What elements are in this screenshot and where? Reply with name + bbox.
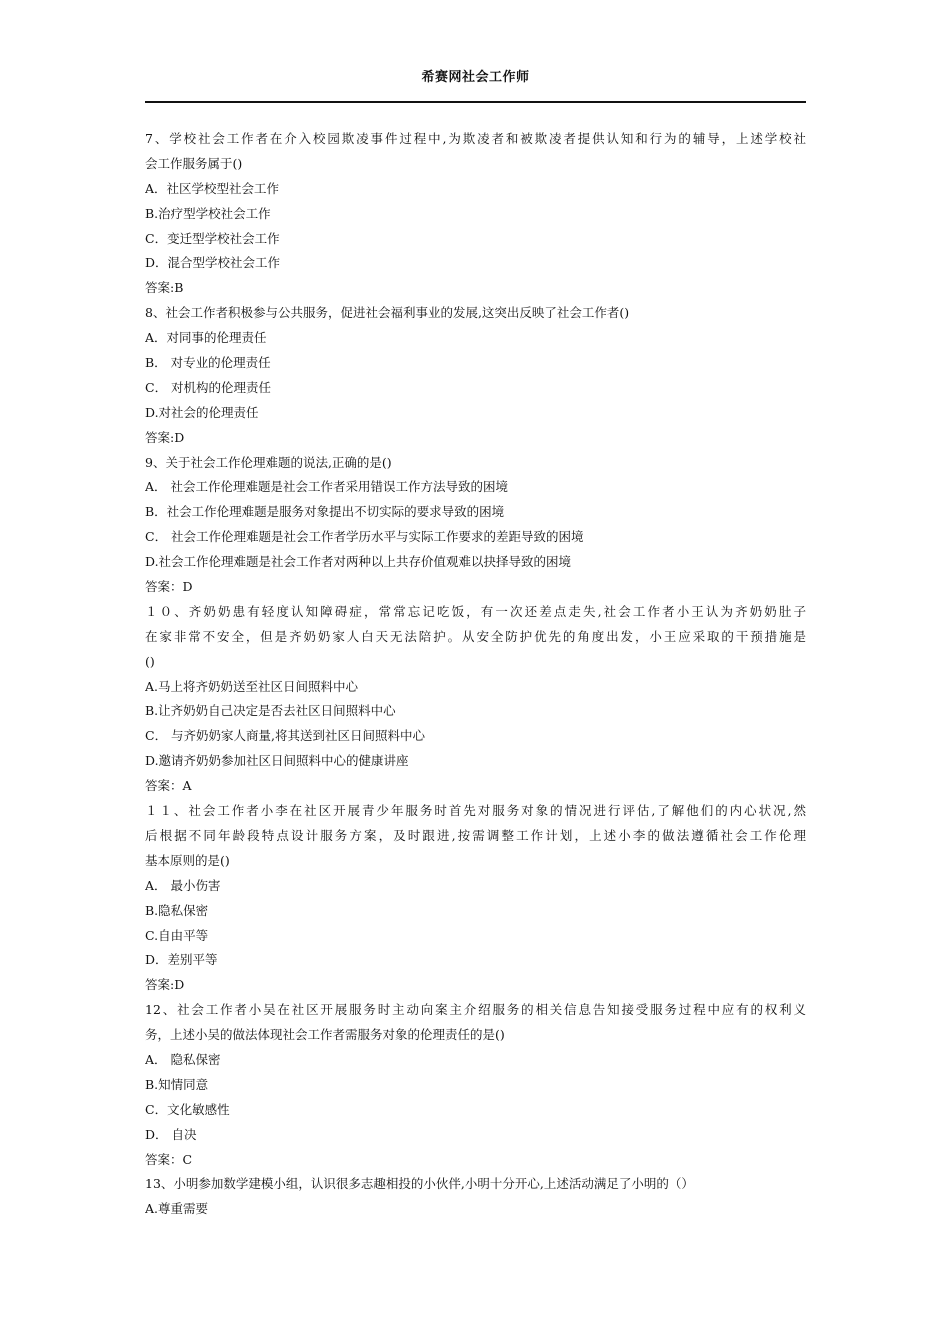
q9-option-b: B．社会工作伦理难题是服务对象提出不切实际的要求导致的困境 — [145, 504, 505, 520]
q12-option-a: A． 隐私保密 — [145, 1051, 221, 1067]
q9-option-c: C． 社会工作伦理难题是社会工作者学历水平与实际工作要求的差距导致的困境 — [145, 529, 584, 545]
q8-option-c: C． 对机构的伦理责任 — [145, 379, 272, 395]
q7-text-line-2: 会工作服务属于() — [145, 155, 243, 171]
q7-option-d: D．混合型学校社会工作 — [145, 255, 281, 271]
q10-text-line-2: 在家非常不安全，但是齐奶奶家人白天无法陪护。从安全防护优先的角度出发，小王应采取的干预措施是 — [145, 628, 806, 644]
q9-text-line-1: 9、关于社会工作伦理难题的说法,正确的是() — [145, 454, 392, 470]
q12-option-d: D． 自决 — [145, 1126, 197, 1142]
q11-option-b: B.隐私保密 — [145, 902, 209, 918]
q9-answer: 答案：D — [145, 579, 193, 595]
q12-answer: 答案：C — [145, 1151, 193, 1167]
q10-text-line-3: () — [145, 653, 155, 669]
q7-answer: 答案:B — [145, 280, 184, 296]
q10-option-c: C． 与齐奶奶家人商量,将其送到社区日间照料中心 — [145, 728, 426, 744]
q12-option-b: B.知情同意 — [145, 1076, 209, 1092]
q11-text-line-1: １１、社会工作者小李在社区开展青少年服务时首先对服务对象的情况进行评估,了解他们的内心状况,然 — [145, 803, 806, 819]
q8-text-line-1: 8、社会工作者积极参与公共服务，促进社会福利事业的发展,这突出反映了社会工作者() — [145, 305, 630, 321]
q11-option-a: A． 最小伤害 — [145, 877, 221, 893]
q13-text-line-1: 13、小明参加数学建模小组，认识很多志趣相投的小伙伴,小明十分开心,上述活动满足了小明的（） — [145, 1176, 694, 1192]
q11-text-line-2: 后根据不同年龄段特点设计服务方案，及时跟进,按需调整工作计划，上述小李的做法遵循社会工作伦理 — [145, 827, 806, 843]
q13-option-a: A.尊重需要 — [145, 1201, 209, 1217]
q11-option-d: D．差别平等 — [145, 952, 218, 968]
q12-option-c: C．文化敏感性 — [145, 1101, 230, 1117]
q8-option-b: B． 对专业的伦理责任 — [145, 355, 271, 371]
q7-text-line-1: 7、学校社会工作者在介入校园欺凌事件过程中,为欺凌者和被欺凌者提供认知和行为的辅导，上述学校社 — [145, 131, 806, 146]
page-header-title: 希赛网社会工作师 — [421, 70, 530, 85]
question-content — [145, 127, 806, 1222]
q11-option-c: C.自由平等 — [145, 927, 209, 943]
q10-option-b: B.让齐奶奶自己决定是否去社区日间照料中心 — [145, 703, 396, 719]
q11-answer: 答案:D — [145, 977, 185, 993]
q10-option-d: D.邀请齐奶奶参加社区日间照料中心的健康讲座 — [145, 753, 409, 769]
q8-option-a: A．对同事的伦理责任 — [145, 330, 267, 346]
q10-text-line-1: １０、齐奶奶患有轻度认知障碍症，常常忘记吃饭，有一次还差点走失,社会工作者小王认为齐奶奶肚子 — [145, 603, 806, 619]
q8-answer: 答案:D — [145, 429, 185, 445]
q8-option-d: D.对社会的伦理责任 — [145, 404, 259, 420]
q10-option-a: A.马上将齐奶奶送至社区日间照料中心 — [145, 678, 359, 694]
q7-option-a: A．社区学校型社会工作 — [145, 180, 280, 196]
q7-option-b: B.治疗型学校社会工作 — [145, 205, 271, 221]
q10-answer: 答案：A — [145, 778, 192, 794]
header-rule — [145, 101, 806, 103]
q9-option-a: A． 社会工作伦理难题是社会工作者采用错误工作方法导致的困境 — [145, 479, 509, 495]
q11-text-line-3: 基本原则的是() — [145, 852, 230, 868]
q9-option-d: D.社会工作伦理难题是社会工作者对两种以上共存价值观难以抉择导致的困境 — [145, 554, 572, 570]
q7-option-c: C．变迁型学校社会工作 — [145, 230, 280, 246]
q12-text-line-1: 12、社会工作者小吴在社区开展服务时主动向案主介绍服务的相关信息告知接受服务过程中应有的权利义 — [145, 1002, 806, 1018]
q12-text-line-2: 务，上述小吴的做法体现社会工作者需服务对象的伦理责任的是() — [145, 1027, 505, 1043]
